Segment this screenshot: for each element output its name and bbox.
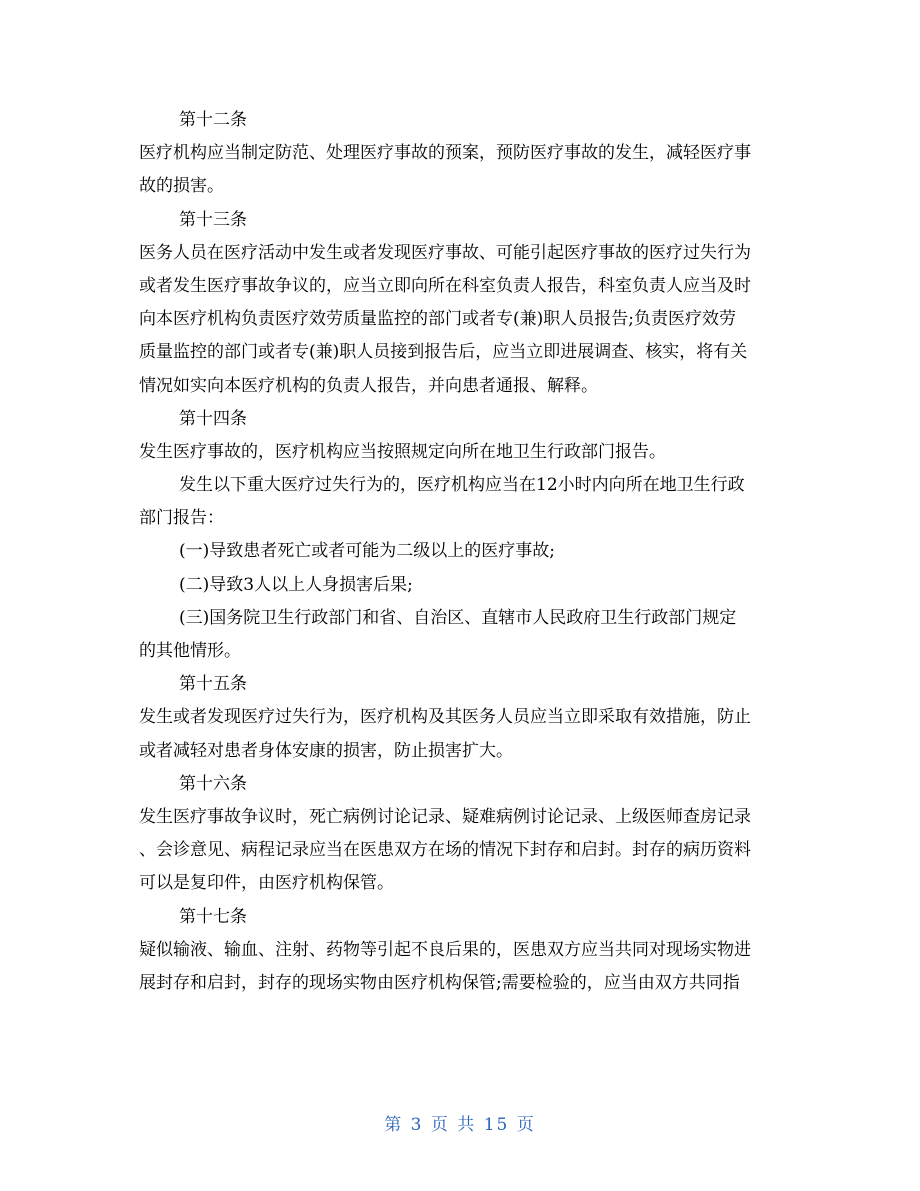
text-line: 医务人员在医疗活动中发生或者发现医疗事故、可能引起医疗事故的医疗过失行为	[139, 242, 751, 263]
text-line: 向本医疗机构负责医疗效劳质量监控的部门或者专(兼)职人员报告;负责医疗效劳	[139, 309, 736, 330]
page-footer	[0, 1110, 920, 1140]
text-line: (二)导致3人以上人身损害后果;	[179, 574, 413, 595]
text-line: 发生医疗事故的，医疗机构应当按照规定向所在地卫生行政部门报告。	[139, 441, 666, 462]
text-line: 或者发生医疗事故争议的，应当立即向所在科室负责人报告，科室负责人应当及时	[139, 275, 751, 296]
text-line: 可以是复印件，由医疗机构保管。	[139, 873, 394, 894]
text-line: 部门报告：	[139, 508, 224, 529]
text-line: 医疗机构应当制定防范、处理医疗事故的预案，预防医疗事故的发生，减轻医疗事	[139, 143, 751, 164]
page-number-label: 第 3 页 共 15 页	[384, 1115, 536, 1135]
document-body	[139, 104, 789, 1000]
text-line: (一)导致患者死亡或者可能为二级以上的医疗事故;	[179, 541, 555, 562]
text-line: 第十七条	[179, 906, 247, 927]
text-line: 第十二条	[179, 110, 247, 130]
text-line: 、会诊意见、病程记录应当在医患双方在场的情况下封存和启封。封存的病历资料	[139, 840, 751, 861]
text-line: (三)国务院卫生行政部门和省、自治区、直辖市人民政府卫生行政部门规定	[179, 607, 737, 628]
text-line: 发生以下重大医疗过失行为的，医疗机构应当在12小时内向所在地卫生行政	[179, 475, 745, 496]
text-line: 第十三条	[179, 209, 247, 230]
text-line: 第十五条	[179, 674, 247, 695]
text-line: 第十四条	[179, 408, 247, 429]
text-line: 或者减轻对患者身体安康的损害，防止损害扩大。	[139, 740, 513, 761]
text-line: 展封存和启封，封存的现场实物由医疗机构保管;需要检验的，应当由双方共同指	[139, 972, 740, 993]
text-line: 的其他情形。	[139, 641, 241, 661]
text-line: 第十六条	[179, 773, 247, 794]
text-line: 发生医疗事故争议时，死亡病例讨论记录、疑难病例讨论记录、上级医师查房记录	[139, 806, 751, 827]
text-line: 疑似输液、输血、注射、药物等引起不良后果的，医患双方应当共同对现场实物进	[139, 939, 751, 960]
text-line: 情况如实向本医疗机构的负责人报告，并向患者通报、解释。	[139, 375, 598, 396]
text-line: 故的损害。	[139, 176, 224, 197]
text-line: 发生或者发现医疗过失行为，医疗机构及其医务人员应当立即采取有效措施，防止	[139, 707, 751, 728]
text-line: 质量监控的部门或者专(兼)职人员接到报告后，应当立即进展调查、核实，将有关	[139, 342, 748, 363]
